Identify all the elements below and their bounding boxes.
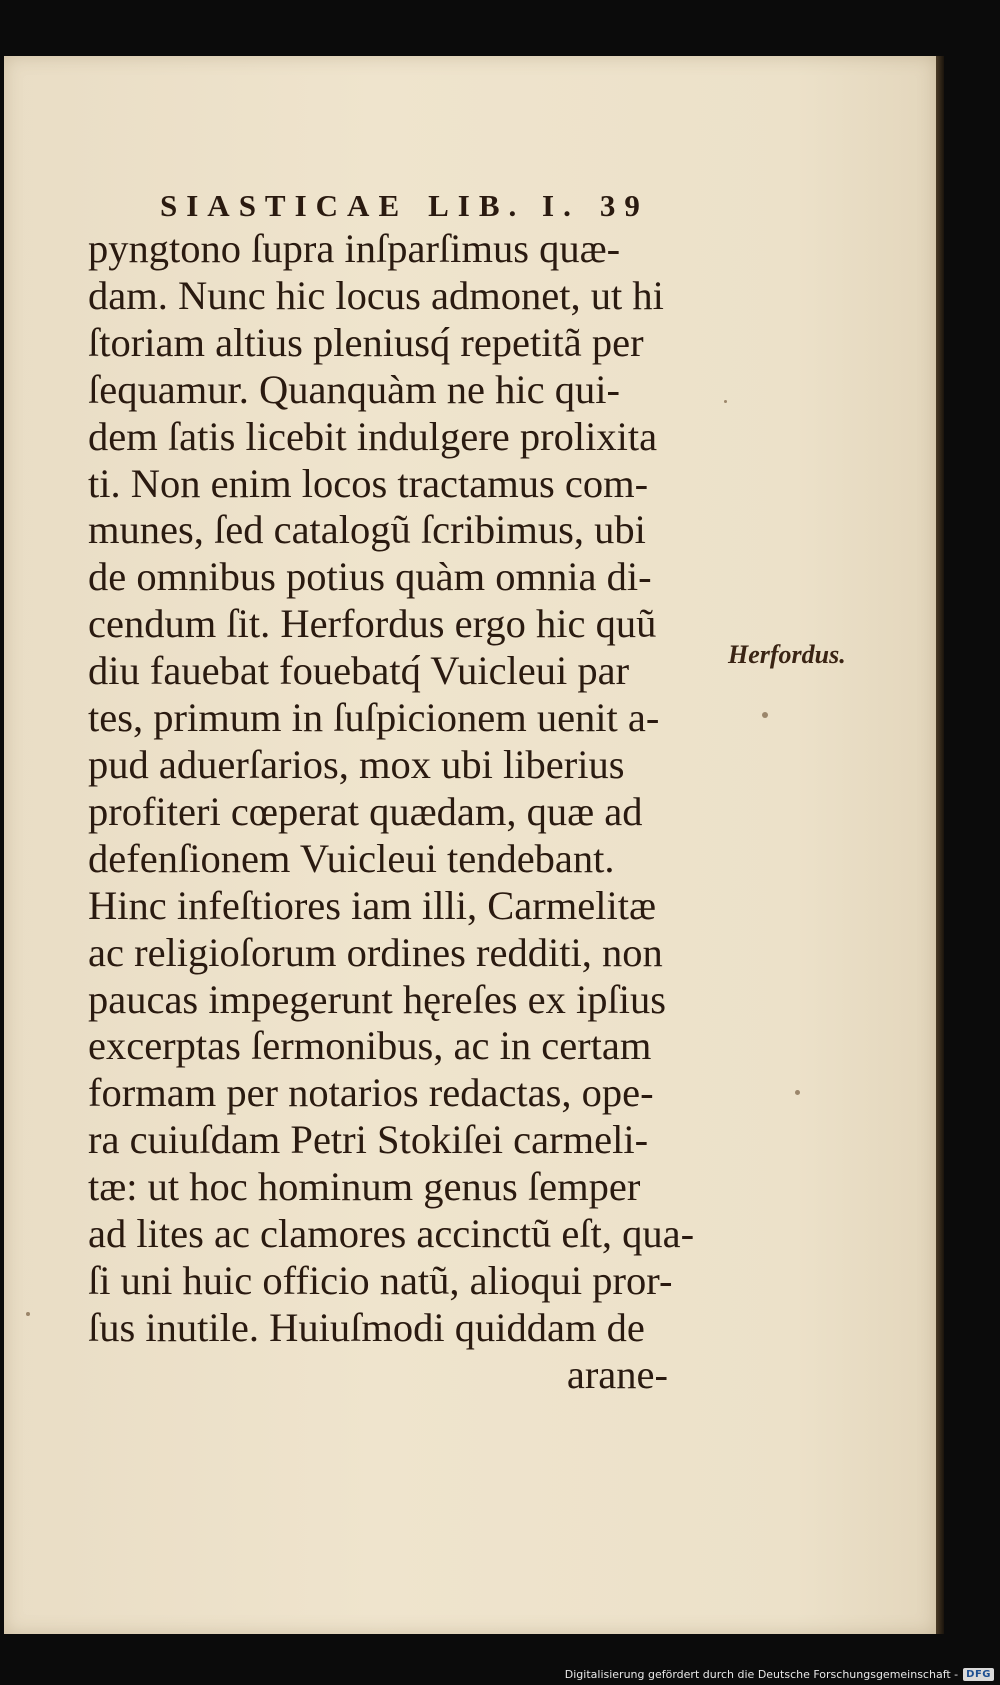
- text-line: dem ſatis licebit indulgere prolixita: [88, 413, 658, 459]
- text-line: tæ: ut hoc hominum genus ſemper: [88, 1164, 641, 1210]
- text-line: profiteri cœperat quædam, quæ ad: [88, 788, 643, 834]
- header-book: LIB. I.: [428, 188, 580, 223]
- dfg-logo-icon: DFG: [963, 1668, 994, 1681]
- paper-speck: [724, 400, 727, 403]
- text-line: ſtoriam altius pleniusq́ repetitã per: [88, 319, 644, 365]
- text-line: formam per notarios redactas, ope-: [88, 1070, 654, 1116]
- marginal-note: Herfordus.: [728, 640, 846, 669]
- text-line: de omnibus potius quàm omnia di-: [88, 554, 652, 600]
- text-line: tes, primum in ſuſpicionem uenit a-: [88, 695, 660, 741]
- text-line: dam. Nunc hic locus admonet, ut hi: [88, 272, 664, 318]
- text-line: paucas impegerunt hęreſes ex ipſius: [88, 976, 667, 1022]
- text-line: ſequamur. Quanquàm ne hic qui-: [88, 366, 620, 412]
- running-header: [160, 188, 680, 224]
- paper-speck: [762, 712, 768, 718]
- text-line: cendum ſit. Herfordus ergo hic quũ: [88, 601, 657, 647]
- paper-speck: [26, 1312, 30, 1316]
- main-text-block: [88, 226, 728, 1399]
- text-line: diu fauebat fouebatq́ Vuicleui par: [88, 648, 630, 694]
- text-line: ac religioſorum ordines redditi, non: [88, 929, 663, 975]
- text-line: ad lites ac clamores accinctũ eſt, qua-: [88, 1211, 695, 1257]
- text-line: ſi uni huic officio natũ, alioqui pror-: [88, 1257, 673, 1303]
- text-line: munes, ſed catalogũ ſcribimus, ubi: [88, 507, 646, 553]
- text-line: ti. Non enim locos tractamus com-: [88, 460, 649, 506]
- digitization-credit: [565, 1668, 994, 1681]
- credit-text: Digitalisierung gefördert durch die Deutsche Forschungsgemeinschaft -: [564, 1668, 959, 1681]
- page-edge: [936, 56, 944, 1634]
- paper-speck: [795, 1090, 800, 1095]
- text-line: pyngtono ſupra inſparſimus quæ-: [88, 226, 621, 271]
- text-line: defenſionem Vuicleui tendebant.: [88, 835, 615, 881]
- header-title: SIASTICAE: [160, 188, 409, 223]
- catchword: arane-: [566, 1351, 668, 1397]
- page-number: 39: [599, 188, 649, 223]
- text-line: excerptas ſermonibus, ac in certam: [88, 1023, 652, 1069]
- text-line: Hinc infeſtiores iam illi, Carmelitæ: [88, 882, 657, 928]
- text-line: pud aduerſarios, mox ubi liberius: [88, 741, 625, 787]
- text-line: ſus inutile. Huiuſmodi quiddam de: [88, 1304, 645, 1350]
- text-line: ra cuiuſdam Petri Stokiſei carmeli-: [88, 1117, 649, 1163]
